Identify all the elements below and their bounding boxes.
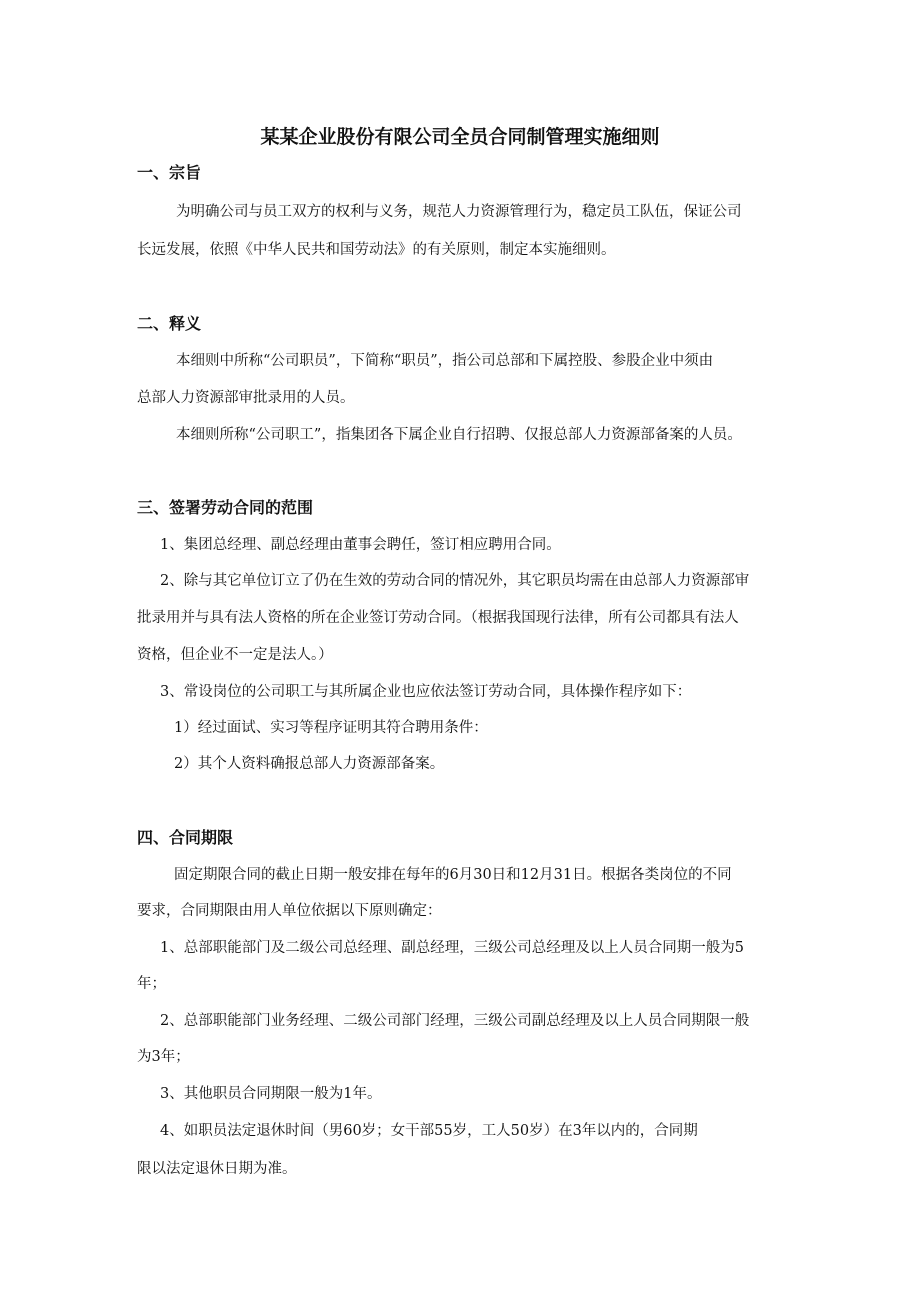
paragraph-line: 2、总部职能部门业务经理、二级公司部门经理，三级公司副总经理及以上人员合同期限一般 bbox=[160, 1013, 750, 1029]
paragraph-line: 3、常设岗位的公司职工与其所属企业也应依法签订劳动合同，具体操作程序如下： bbox=[160, 684, 692, 700]
paragraph-line: 资格，但企业不一定是法人。） bbox=[137, 647, 333, 663]
paragraph-line: 为3年； bbox=[137, 1049, 190, 1065]
paragraph-line: 2、除与其它单位订立了仍在生效的劳动合同的情况外，其它职员均需在由总部人力资源部审 bbox=[160, 573, 750, 589]
section-heading-term: 四、合同期限 bbox=[137, 828, 234, 847]
section-heading-purpose: 一、宗旨 bbox=[137, 163, 202, 182]
paragraph-line: 总部人力资源部审批录用的人员。 bbox=[137, 390, 355, 406]
paragraph-line: 1）经过面试、实习等程序证明其符合聘用条件： bbox=[174, 720, 488, 736]
paragraph-line: 要求，合同期限由用人单位依据以下原则确定： bbox=[137, 903, 442, 919]
paragraph-line: 限以法定退休日期为准。 bbox=[137, 1161, 297, 1177]
paragraph-line: 本细则中所称“公司职员”，下简称“职员”，指公司总部和下属控股、参股企业中须由 bbox=[176, 353, 714, 369]
paragraph-line: 1、集团总经理、副总经理由董事会聘任，签订相应聘用合同。 bbox=[160, 537, 561, 553]
paragraph-line: 本细则所称“公司职工”，指集团各下属企业自行招聘、仅报总部人力资源部备案的人员。 bbox=[176, 427, 742, 443]
paragraph-line: 年； bbox=[137, 976, 166, 992]
paragraph-line: 批录用并与具有法人资格的所在企业签订劳动合同。（根据我国现行法律，所有公司都具有法人 bbox=[137, 610, 739, 626]
paragraph-line: 固定期限合同的截止日期一般安排在每年的6月30日和12月31日。根据各类岗位的不同 bbox=[174, 867, 732, 883]
paragraph-line: 4、如职员法定退休时间（男60岁；女干部55岁，工人50岁）在3年以内的，合同期 bbox=[160, 1123, 698, 1139]
section-heading-scope: 三、签署劳动合同的范围 bbox=[137, 498, 314, 517]
paragraph-line: 3、其他职员合同期限一般为1年。 bbox=[160, 1086, 382, 1102]
paragraph-line: 长远发展，依照《中华人民共和国劳动法》的有关原则，制定本实施细则。 bbox=[137, 242, 616, 258]
paragraph-line: 为明确公司与员工双方的权利与义务，规范人力资源管理行为，稳定员工队伍，保证公司 bbox=[176, 204, 742, 220]
section-heading-definitions: 二、释义 bbox=[137, 314, 202, 333]
document-title: 某某企业股份有限公司全员合同制管理实施细则 bbox=[260, 126, 660, 148]
paragraph-line: 1、总部职能部门及二级公司总经理、副总经理，三级公司总经理及以上人员合同期一般为5 bbox=[160, 940, 744, 956]
paragraph-line: 2）其个人资料确报总部人力资源部备案。 bbox=[174, 756, 445, 772]
